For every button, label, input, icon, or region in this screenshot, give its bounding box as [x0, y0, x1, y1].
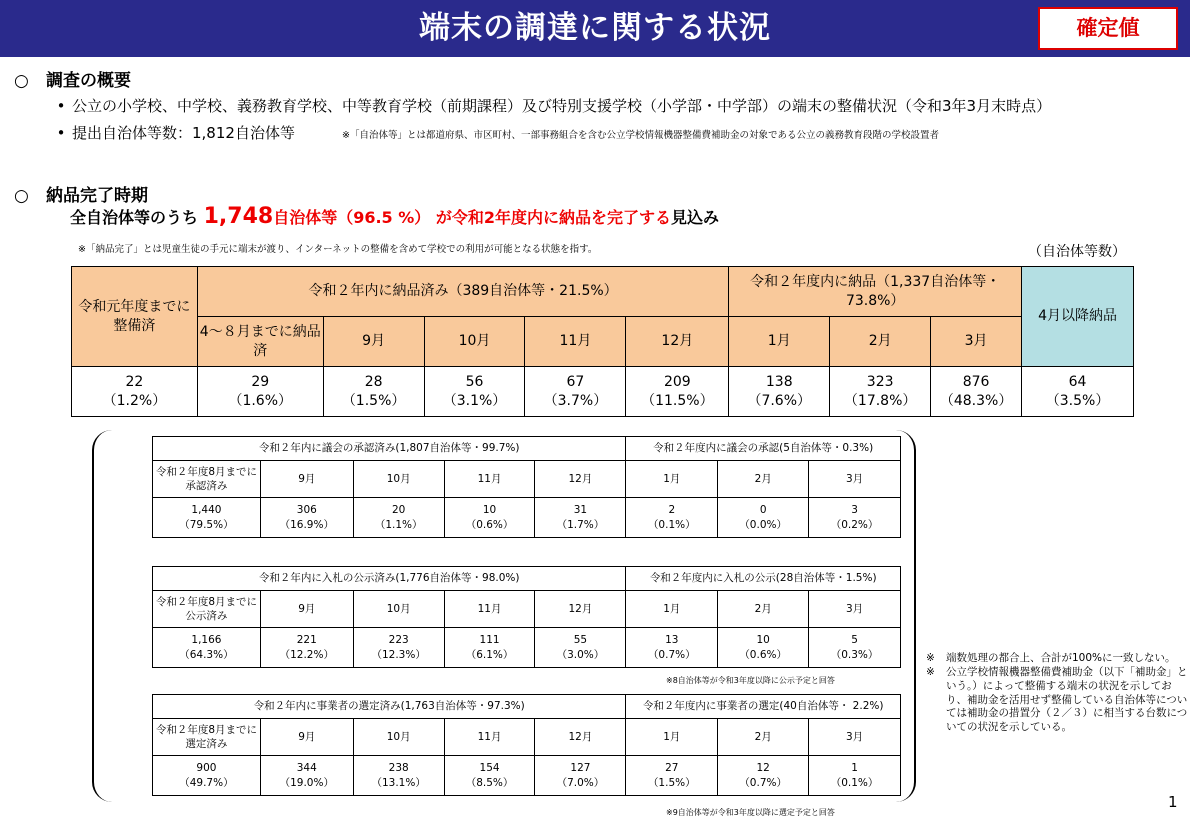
- pct: （1.1%）: [374, 518, 423, 531]
- value-cell: [535, 628, 626, 668]
- value-cell: [1022, 367, 1134, 417]
- value-cell: [830, 367, 931, 417]
- header-cell: 12月: [535, 461, 626, 498]
- side-notes: [926, 652, 1188, 735]
- count: 2: [668, 504, 676, 517]
- header-cell: 11月: [525, 317, 626, 367]
- bullet-mark: •: [56, 124, 66, 142]
- overview-bullet-1: [50, 95, 1051, 116]
- pct: （0.6%）: [739, 648, 787, 661]
- header-cell: 4～８月までに納品済: [197, 317, 323, 367]
- pct: （11.5%）: [641, 392, 714, 409]
- header-cell: 令和２年度8月までに公示済み: [153, 591, 261, 628]
- pct: （1.2%）: [102, 392, 167, 409]
- count: 138: [765, 374, 793, 391]
- count: 64: [1068, 374, 1087, 391]
- group-header-cell: 令和２年度内に議会の承認(5自治体等・0.3%): [626, 437, 901, 461]
- header-cell: 1月: [626, 719, 718, 756]
- side-note-item: [926, 666, 1188, 735]
- group-header-cell: 令和２年内に議会の承認済み(1,807自治体等・99.7%): [153, 437, 626, 461]
- pct: （19.0%）: [279, 776, 334, 789]
- value-cell: [525, 367, 626, 417]
- delivery-table: [71, 266, 1134, 417]
- count: 221: [296, 634, 317, 647]
- count: 323: [866, 374, 894, 391]
- value-cell: [153, 498, 261, 538]
- value-cell: [424, 367, 525, 417]
- section-overview-heading: [14, 66, 131, 91]
- pct: （79.5%）: [179, 518, 234, 531]
- header-cell: 3月: [931, 317, 1022, 367]
- count: 154: [479, 762, 500, 775]
- header-cell: 9月: [260, 591, 353, 628]
- header-cell: 10月: [424, 317, 525, 367]
- delivery-lead: [70, 204, 719, 229]
- section-delivery-heading: [14, 181, 148, 206]
- group-header-cell: 令和２年度内に入札の公示(28自治体等・1.5%): [626, 567, 901, 591]
- value-cell: [718, 628, 809, 668]
- pct: （0.1%）: [647, 518, 696, 531]
- count: 31: [573, 504, 588, 517]
- count: 13: [665, 634, 679, 647]
- header-cell: 10月: [353, 461, 444, 498]
- value-cell: [444, 756, 535, 796]
- circle-mark: ○: [14, 186, 29, 206]
- group-header-cell: 令和２年内に事業者の選定済み(1,763自治体等・97.3%): [153, 695, 626, 719]
- value-cell: [353, 498, 444, 538]
- value-cell: [535, 498, 626, 538]
- value-cell: [323, 367, 424, 417]
- count: 223: [388, 634, 409, 647]
- count: 67: [566, 374, 585, 391]
- side-note-item: [926, 652, 1188, 666]
- header-cell: 12月: [626, 317, 729, 367]
- header-cell: 11月: [444, 591, 535, 628]
- page-title: 端末の調達に関する状況: [419, 10, 771, 46]
- count: 27: [665, 762, 679, 775]
- count: 238: [388, 762, 409, 775]
- bullet-mark: •: [56, 97, 66, 115]
- header-cell: 10月: [353, 591, 444, 628]
- pct: （1.5%）: [341, 392, 406, 409]
- value-cell: [260, 498, 353, 538]
- value-cell: [626, 367, 729, 417]
- value-cell: [809, 498, 901, 538]
- vendor-selection-footnote: ※9自治体等が令和3年度以降に選定予定と回答: [666, 808, 835, 817]
- count: 10: [482, 504, 497, 517]
- delivery-note: ※「納品完了」とは児童生徒の手元に端末が渡り、インターネットの整備を含めて学校での利用が可能となる状態を指す。: [78, 244, 598, 255]
- header-cell: 1月: [626, 591, 718, 628]
- lead-highlight: 自治体等（96.5 %） が令和2年度内に納品を完了する: [273, 208, 671, 227]
- note-text: 端数処理の都合上、合計が100%に一致しない。: [946, 652, 1176, 664]
- circle-mark: ○: [14, 71, 29, 91]
- council-approval-table: [152, 436, 901, 538]
- value-cell: [626, 628, 718, 668]
- header-cell: 2月: [718, 719, 809, 756]
- pct: （1.7%）: [556, 518, 605, 531]
- pct: （0.0%）: [739, 518, 787, 531]
- header-cell: 3月: [809, 591, 901, 628]
- group-header-cell: 令和２年度内に納品（1,337自治体等・73.8%）: [729, 267, 1022, 317]
- lead-suffix: 見込み: [670, 208, 719, 227]
- pct: （12.2%）: [279, 648, 334, 661]
- value-cell: [444, 498, 535, 538]
- header-cell: 9月: [260, 461, 353, 498]
- header-cell: 3月: [809, 719, 901, 756]
- header-cell: 2月: [718, 461, 809, 498]
- count: 29: [251, 374, 270, 391]
- value-cell: [718, 498, 809, 538]
- pct: （12.3%）: [371, 648, 426, 661]
- pct: （8.5%）: [465, 776, 514, 789]
- value-cell: [153, 756, 261, 796]
- count: 1,166: [191, 634, 222, 647]
- header-bar: [0, 0, 1190, 57]
- count: 28: [364, 374, 383, 391]
- group-header-cell: 令和２年度内に事業者の選定(40自治体等・ 2.2%): [626, 695, 901, 719]
- value-cell: [729, 367, 830, 417]
- header-cell: 令和２年度8月までに承認済み: [153, 461, 261, 498]
- count: 55: [573, 634, 588, 647]
- pct: （0.7%）: [739, 776, 787, 789]
- pct: （17.8%）: [843, 392, 917, 409]
- count: 344: [296, 762, 317, 775]
- overview-bullet-2: [50, 122, 295, 143]
- header-cell: 9月: [260, 719, 353, 756]
- pct: （3.7%）: [543, 392, 608, 409]
- pct: （7.6%）: [747, 392, 812, 409]
- pct: （0.7%）: [647, 648, 696, 661]
- bid-notice-table: [152, 566, 901, 668]
- header-cell: 3月: [809, 461, 901, 498]
- count: 876: [962, 374, 990, 391]
- pct: （1.5%）: [647, 776, 696, 789]
- header-cell: 1月: [729, 317, 830, 367]
- count: 306: [296, 504, 317, 517]
- count: 5: [851, 634, 858, 647]
- lead-prefix: 全自治体等のうち: [70, 208, 199, 227]
- page-number: 1: [1168, 793, 1178, 811]
- value-cell: [626, 756, 718, 796]
- value-cell: [153, 628, 261, 668]
- vendor-selection-table: [152, 694, 901, 796]
- header-cell: 12月: [535, 719, 626, 756]
- header-cell: 2月: [718, 591, 809, 628]
- bid-notice-footnote: ※8自治体等が令和3年度以降に公示予定と回答: [666, 676, 835, 685]
- value-cell: [260, 628, 353, 668]
- header-cell: 12月: [535, 591, 626, 628]
- section-overview-title: 調査の概要: [46, 71, 131, 91]
- header-cell: 令和元年度までに整備済: [72, 267, 198, 367]
- count: 56: [465, 374, 484, 391]
- header-cell: 9月: [323, 317, 424, 367]
- pct: （3.0%）: [556, 648, 605, 661]
- pct: （7.0%）: [556, 776, 605, 789]
- header-cell: 10月: [353, 719, 444, 756]
- value-cell: [809, 628, 901, 668]
- pct: （6.1%）: [465, 648, 514, 661]
- count: 22: [125, 374, 144, 391]
- header-cell: 4月以降納品: [1022, 267, 1134, 367]
- value-cell: [260, 756, 353, 796]
- pct: （3.1%）: [442, 392, 507, 409]
- count: 12: [756, 762, 770, 775]
- pct: （49.7%）: [179, 776, 234, 789]
- unit-label: （自治体等数）: [1028, 244, 1126, 260]
- count: 20: [391, 504, 406, 517]
- pct: （0.6%）: [465, 518, 514, 531]
- overview-bullet-1-text: 公立の小学校、中学校、義務教育学校、中等教育学校（前期課程）及び特別支援学校（小学部・中学部）の端末の整備状況（令和3年3月末時点）: [72, 97, 1052, 115]
- pct: （16.9%）: [279, 518, 334, 531]
- value-cell: [535, 756, 626, 796]
- pct: （13.1%）: [371, 776, 426, 789]
- count: 900: [196, 762, 217, 775]
- status-badge: 確定値: [1038, 7, 1178, 50]
- header-cell: 1月: [626, 461, 718, 498]
- group-header-cell: 令和２年内に納品済み（389自治体等・21.5%）: [197, 267, 728, 317]
- count: 10: [756, 634, 770, 647]
- pct: （1.6%）: [228, 392, 293, 409]
- pct: （0.3%）: [830, 648, 879, 661]
- value-cell: [353, 628, 444, 668]
- overview-note: ※「自治体等」とは都道府県、市区町村、一部事務組合を含む公立学校情報機器整備費補助金の対象である公立の義務教育段階の学校設置者: [342, 130, 939, 141]
- pct: （0.2%）: [830, 518, 879, 531]
- count: 209: [663, 374, 691, 391]
- header-cell: 11月: [444, 461, 535, 498]
- section-delivery-title: 納品完了時期: [46, 186, 148, 206]
- count: 3: [851, 504, 858, 517]
- count: 111: [479, 634, 500, 647]
- overview-bullet-2-text: 提出自治体等数：1,812自治体等: [72, 124, 295, 142]
- note-text: 公立学校情報機器整備費補助金（以下「補助金」という。）によって整備する端末の状況を示しており、補助金を活用せず整備している自治体等については補助金の措置分（２／３）に相当する台数についての状況を示している。: [946, 665, 1188, 734]
- header-cell: 2月: [830, 317, 931, 367]
- count: 1: [851, 762, 858, 775]
- note-mark: ※: [926, 652, 935, 664]
- value-cell: [718, 756, 809, 796]
- pct: （0.1%）: [830, 776, 879, 789]
- value-cell: [197, 367, 323, 417]
- value-cell: [444, 628, 535, 668]
- count: 1,440: [191, 504, 222, 517]
- header-cell: 11月: [444, 719, 535, 756]
- pct: （48.3%）: [939, 392, 1013, 409]
- value-cell: [72, 367, 198, 417]
- count: 127: [570, 762, 591, 775]
- value-cell: [809, 756, 901, 796]
- value-cell: [353, 756, 444, 796]
- pct: （64.3%）: [179, 648, 234, 661]
- header-cell: 令和２年度8月までに選定済み: [153, 719, 261, 756]
- group-header-cell: 令和２年内に入札の公示済み(1,776自治体等・98.0%): [153, 567, 626, 591]
- value-cell: [931, 367, 1022, 417]
- value-cell: [626, 498, 718, 538]
- pct: （3.5%）: [1045, 392, 1110, 409]
- count: 0: [759, 504, 767, 517]
- note-mark: ※: [926, 665, 935, 678]
- lead-number: 1,748: [203, 204, 274, 229]
